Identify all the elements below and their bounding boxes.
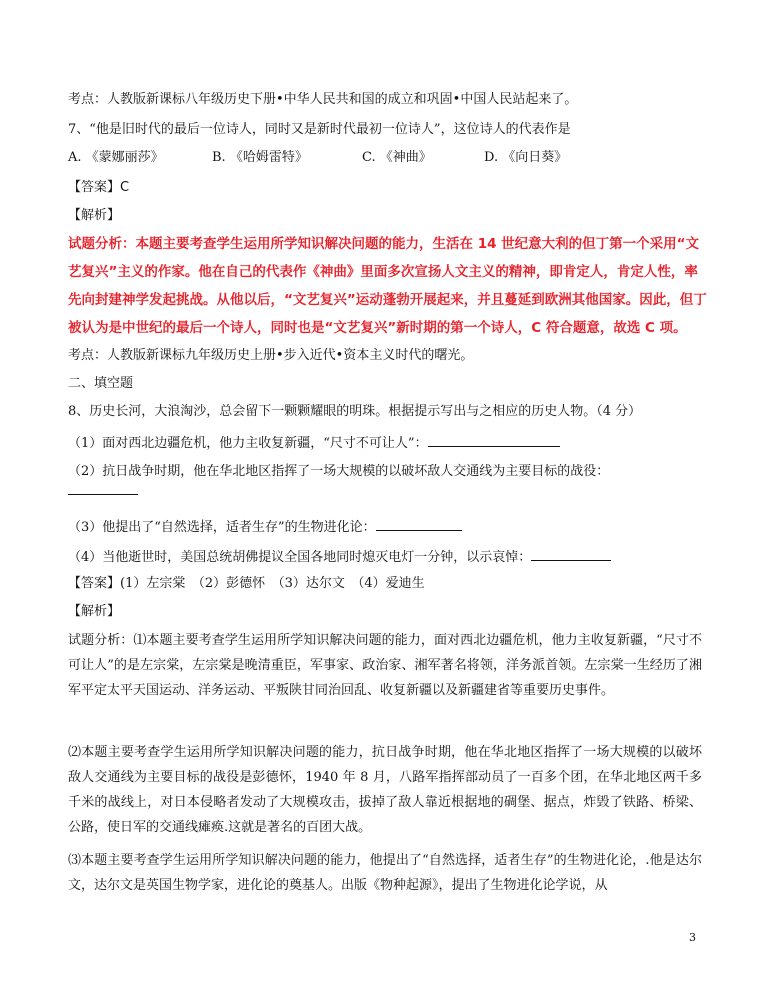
answer-blank-1[interactable] <box>428 433 560 447</box>
question-8-answer <box>68 575 702 593</box>
page-number: 3 <box>689 931 696 944</box>
item-1-text: （1）面对西北边疆危机，他力主收复新疆，“尺寸不可让人”： <box>68 436 428 451</box>
question-7-options <box>68 149 708 167</box>
question-8-analysis-paragraph-2: ⑵本题主要考查学生运用所学知识解决问题的能力，抗日战争时期，他在华北地区指挥了一场大规模的以破坏敌人交通线为主要目标的战役是彭德怀，1940 年 8 月，八路军指挥部动员了一百多个团，在华北地区两千多千米的战线上，对日本侵略者发动了大规模攻击，拔掉了敌人靠近根据地的碉堡、据点，炸毁了铁路、桥梁、公路，使日军的交通线瘫痪.这就是著名的百团大战。 <box>68 745 702 835</box>
item-3-text: （3）他提出了“自然选择，适者生存”的生物进化论： <box>68 520 376 535</box>
option-d: D. 《向日葵》 <box>484 150 568 165</box>
question-7-analysis-line-1: 试题分析：本题主要考查学生运用所学知识解决问题的能力，生活在 14 世纪意大利的但丁第一个采用“文 <box>68 236 700 252</box>
option-a: A. 《蒙娜丽莎》 <box>68 150 164 165</box>
option-b: B. 《哈姆雷特》 <box>212 150 308 165</box>
question-7-stem: 7、“他是旧时代的最后一位诗人，同时又是新时代最初一位诗人”，这位诗人的代表作是 <box>68 122 571 137</box>
item-4-text: （4）当他逝世时，美国总统胡佛提议全国各地同时熄灭电灯一分钟，以示哀悼： <box>68 550 532 565</box>
answer-blank-3[interactable] <box>376 517 462 531</box>
question-7-analysis-line-2: 艺复兴”主义的作家。他在自己的代表作《神曲》里面多次宣扬人文主义的精神，即肯定人，肯定人性，率 <box>68 264 698 280</box>
question-7-analysis-line-3: 先向封建神学发起挑战。从他以后，“文艺复兴”运动蓬勃开展起来，并且蔓延到欧洲其他国家。因此，但丁 <box>68 292 707 308</box>
question-8-jiexi-label: 【解析】 <box>68 604 121 619</box>
question-8-item-3 <box>68 517 702 537</box>
question-8-item-4 <box>68 547 702 567</box>
question-8-item-1 <box>68 433 702 453</box>
answer-blank-4[interactable] <box>531 547 611 561</box>
answer-blank-2[interactable] <box>68 494 138 495</box>
question-7-answer: 【答案】C <box>68 180 130 195</box>
kaodian-q7: 考点：人教版新课标九年级历史上册•步入近代•资本主义时代的曙光。 <box>68 348 474 363</box>
question-8-analysis-paragraph-3: ⑶本题主要考查学生运用所学知识解决问题的能力，他提出了“自然选择，适者生存”的生物进化论，.他是达尔文，达尔文是英国生物学家，进化论的奠基人。出版《物种起源》，提出了生物进化论学说，从 <box>68 853 702 893</box>
kaodian-q6: 考点：人教版新课标八年级历史下册•中华人民共和国的成立和巩固•中国人民站起来了。 <box>68 92 578 107</box>
question-7-analysis-line-4: 被认为是中世纪的最后一个诗人，同时也是“文艺复兴”新时期的第一个诗人，C 符合题意，故选 C 项。 <box>68 320 687 336</box>
answer-label: 【答案】 <box>68 576 121 591</box>
question-8-analysis-paragraph-1: 试题分析：⑴本题主要考查学生运用所学知识解决问题的能力，面对西北边疆危机，他力主收复新疆，“尺寸不可让人”的是左宗棠，左宗棠是晚清重臣，军事家、政治家、湘军著名将领，洋务派首领。左宗棠一生经历了湘军平定太平天国运动、洋务运动、平叛陕甘同治回乱、收复新疆以及新疆建省等重要历史事件。 <box>68 633 702 698</box>
question-7-jiexi-label: 【解析】 <box>68 208 121 223</box>
answer-text: (1）左宗棠 （2）彭德怀 （3）达尔文 （4）爱迪生 <box>120 576 425 591</box>
question-8-item-2: （2）抗日战争时期，他在华北地区指挥了一场大规模的以破坏敌人交通线为主要目标的战役： <box>68 464 610 479</box>
section-heading-fill-in: 二、填空题 <box>68 376 134 391</box>
option-c: C. 《神曲》 <box>362 150 432 165</box>
question-8-stem: 8、历史长河，大浪淘沙，总会留下一颗颗耀眼的明珠。根据提示写出与之相应的历史人物。（4 分） <box>68 404 642 419</box>
